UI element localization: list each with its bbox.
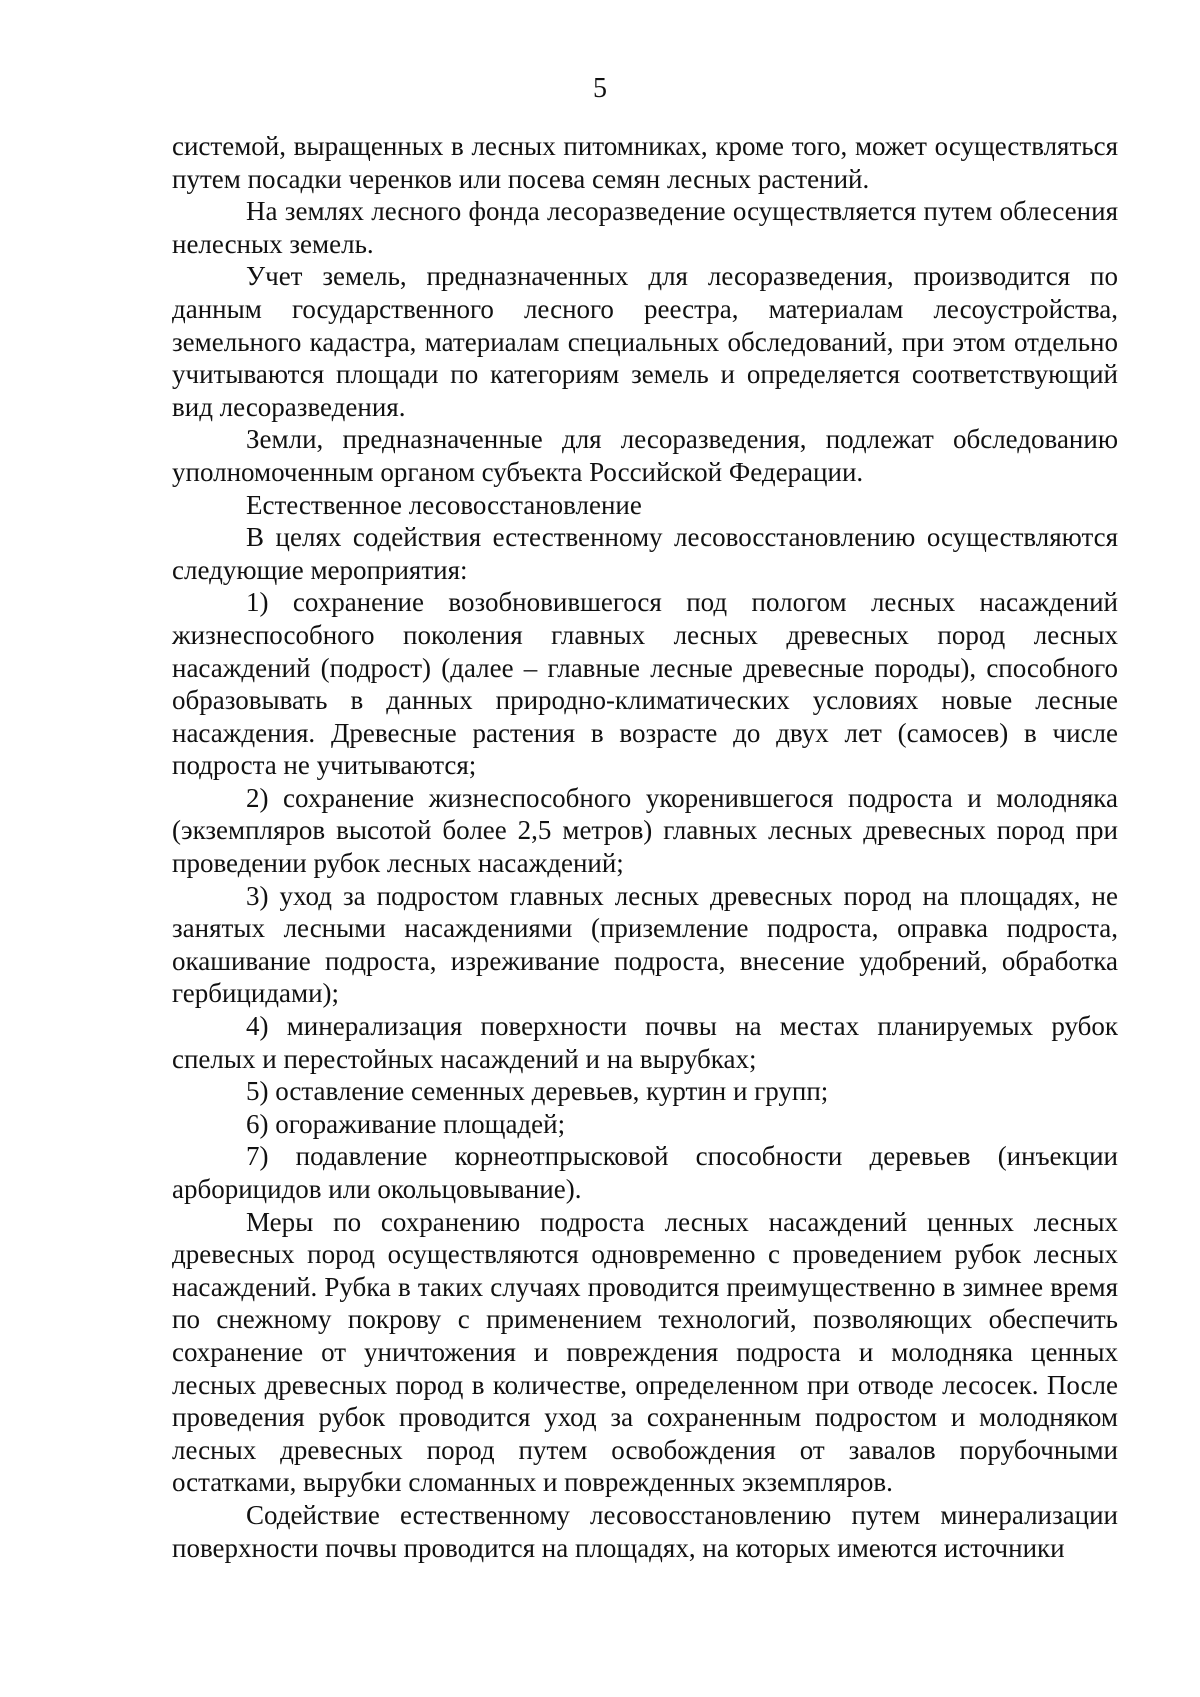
document-body: [172, 130, 1118, 1564]
list-item-1: 1) сохранение возобновившегося под пологом лесных насаждений жизнеспособного поколения главных лесных древесных пород лесных насаждений (подрост) (далее – главные лесные древесные породы), способного образовывать в данных природно-климатических условиях новые лесные насаждения. Древесные растения в возрасте до двух лет (самосев) в числе подроста не учитываются;: [172, 587, 1118, 781]
paragraph-afforestation-method: На землях лесного фонда лесоразведение осуществляется путем облесения нелесных земель.: [172, 196, 1118, 259]
list-item-6: 6) огораживание площадей;: [246, 1108, 566, 1139]
list-item-3: 3) уход за подростом главных лесных древесных пород на площадях, не занятых лесными насаждениями (приземление подроста, оправка подроста, окашивание подроста, изреживание подроста, внесение удобрений, обработка гербицидами);: [172, 880, 1118, 1009]
page-number: 5: [593, 73, 607, 104]
list-item-7: 7) подавление корнеотпрысковой способности деревьев (инъекции арборицидов или окольцовывание).: [172, 1141, 1118, 1204]
list-item-5: 5) оставление семенных деревьев, куртин и групп;: [246, 1076, 829, 1107]
paragraph-land-accounting: Учет земель, предназначенных для лесоразведения, производится по данным государственного лесного реестра, материалам лесоустройства, земельного кадастра, материалам специальных обследований, при этом отдельно учитываются площади по категориям земель и определяется соответствующий вид лесоразведения.: [172, 261, 1118, 422]
list-item-4: 4) минерализация поверхности почвы на местах планируемых рубок спелых и перестойных насаждений и на вырубках;: [172, 1011, 1118, 1074]
section-heading-natural-reforestation: Естественное лесовосстановление: [246, 489, 642, 520]
paragraph-undergrowth-preservation: Меры по сохранению подроста лесных насаждений ценных лесных древесных пород осуществляются одновременно с проведением рубок лесных насаждений. Рубка в таких случаях проводится преимущественно в зимнее время по снежному покрову с применением технологий, позволяющих обеспечить сохранение от уничтожения и повреждения подроста и молодняка ценных лесных древесных пород в количестве, определенном при отводе лесосек. После проведения рубок проводится уход за сохраненным подростом и молодняком лесных древесных пород путем освобождения от завалов порубочными остатками, вырубки сломанных и поврежденных экземпляров.: [172, 1206, 1118, 1498]
paragraph-measures-intro: В целях содействия естественному лесовосстановлению осуществляются следующие мероприятия:: [172, 522, 1118, 585]
paragraph-soil-mineralization: Содействие естественному лесовосстановлению путем минерализации поверхности почвы проводится на площадях, на которых имеются источники: [172, 1499, 1118, 1563]
paragraph-continuation: системой, выращенных в лесных питомниках, кроме того, может осуществляться путем посадки черенков или посева семян лесных растений.: [172, 131, 1118, 194]
list-item-2: 2) сохранение жизнеспособного укоренившегося подроста и молодняка (экземпляров высотой более 2,5 метров) главных лесных древесных пород при проведении рубок лесных насаждений;: [172, 782, 1118, 879]
paragraph-land-survey: Земли, предназначенные для лесоразведения, подлежат обследованию уполномоченным органом субъекта Российской Федерации.: [172, 424, 1118, 487]
